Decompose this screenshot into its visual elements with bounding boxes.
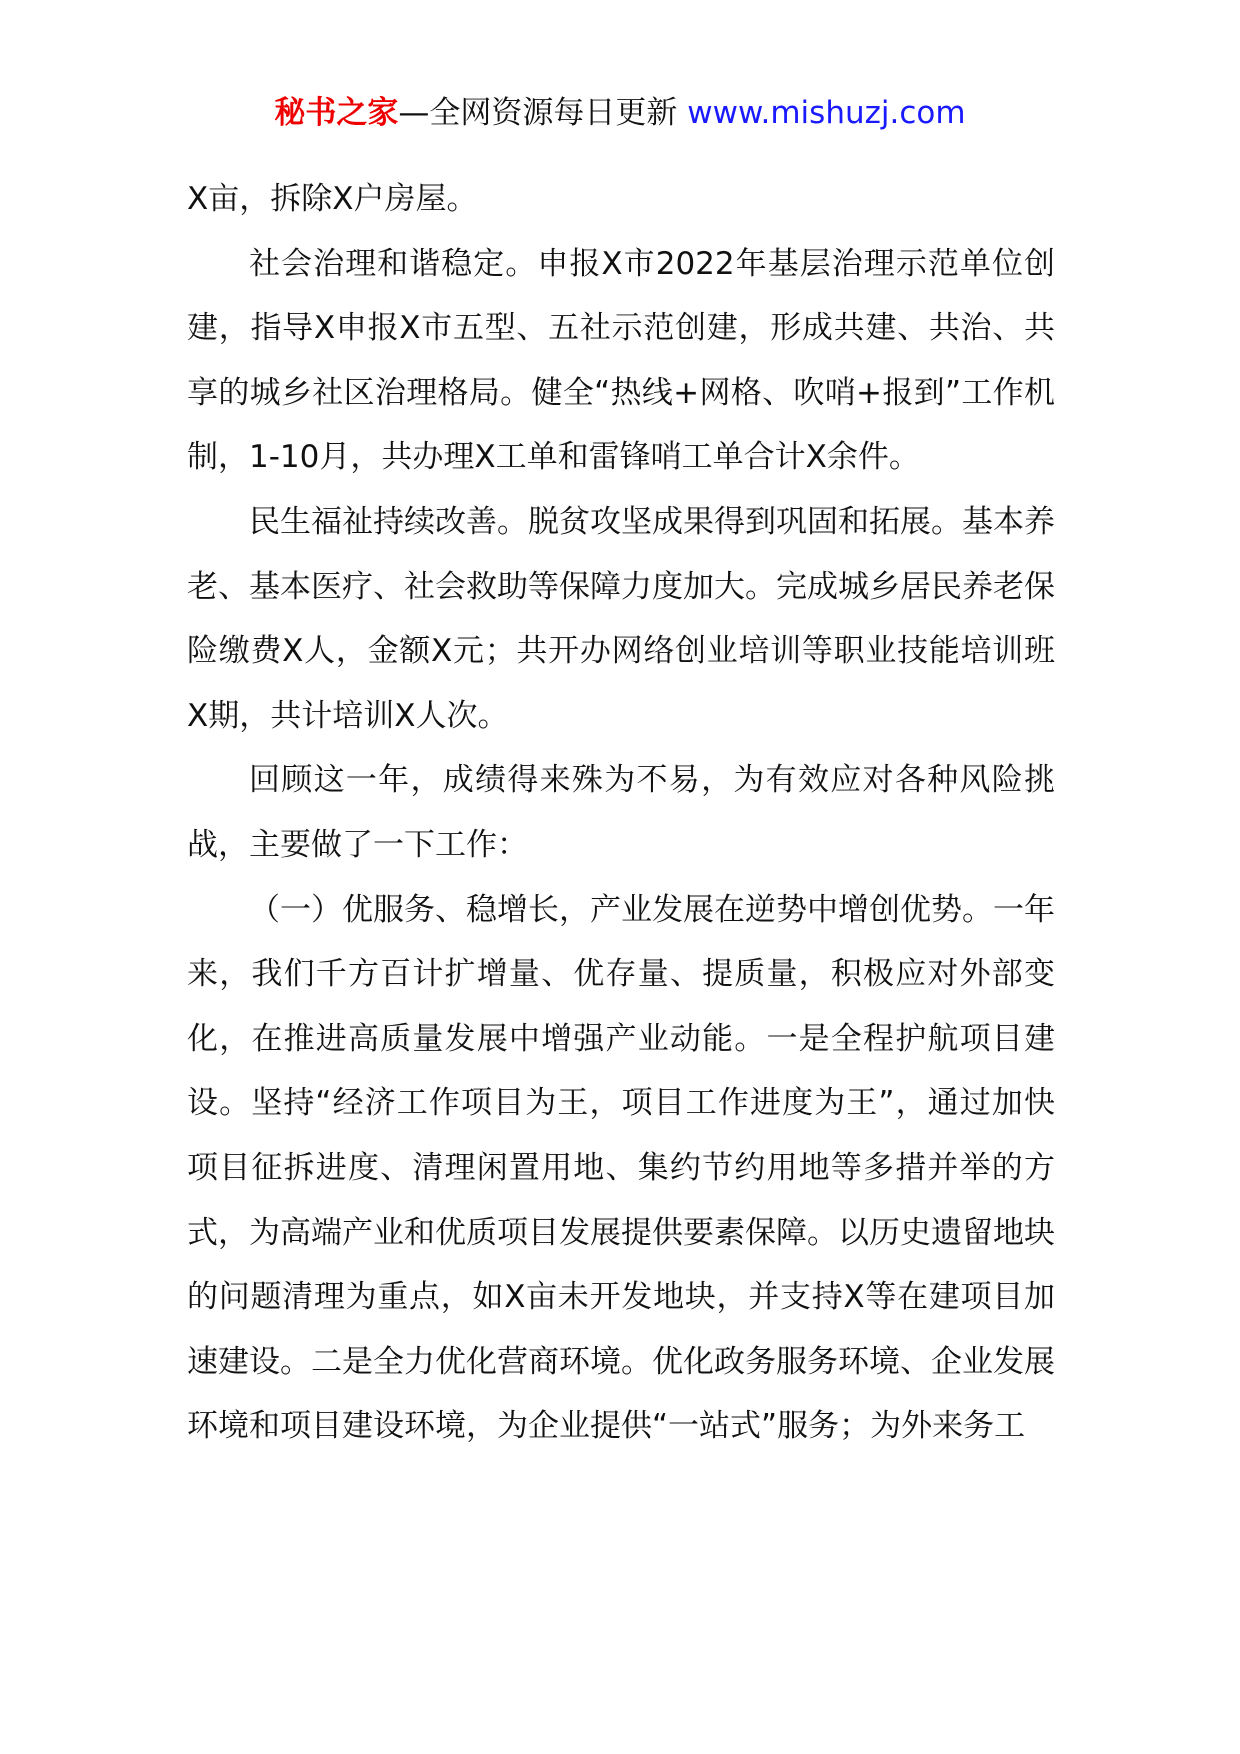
paragraph-section-one: （一）优服务、稳增长，产业发展在逆势中增创优势。一年来，我们千方百计扩增量、优存量、提质量，积极应对外部变化，在推进高质量发展中增强产业动能。一是全程护航项目建设。坚持“经济工作项目为王，项目工作进度为王”，通过加快项目征拆进度、清理闲置用地、集约节约用地等多措并举的方式，为高端产业和优质项目发展提供要素保障。以历史遗留地块的问题清理为重点，如X亩未开发地块，并支持X等在建项目加速建设。二是全力优化营商环境。优化政务服务环境、企业发展环境和项目建设环境，为企业提供“一站式”服务；为外来务工 <box>187 891 1055 1445</box>
site-name: 秘书之家 <box>274 95 399 131</box>
paragraph-social-governance: 社会治理和谐稳定。申报X市2022年基层治理示范单位创建，指导X申报X市五型、五社示范创建，形成共建、共治、共享的城乡社区治理格局。健全“热线+网格、吹哨+报到”工作机制，1-10月，共办理X工单和雷锋哨工单合计X余件。 <box>187 245 1055 476</box>
paragraph-continuation: X亩，拆除X户房屋。 <box>187 181 478 217</box>
document-body <box>187 167 1055 1567</box>
page-header <box>0 95 1240 131</box>
paragraph-review: 回顾这一年，成绩得来殊为不易，为有效应对各种风险挑战，主要做了一下工作： <box>187 762 1055 863</box>
site-url-link[interactable]: www.mishuzj.com <box>687 95 966 131</box>
paragraph-livelihood: 民生福祉持续改善。脱贫攻坚成果得到巩固和拓展。基本养老、基本医疗、社会救助等保障力度加大。完成城乡居民养老保险缴费X人，金额X元；共开办网络创业培训等职业技能培训班X期，共计培训X人次。 <box>187 503 1055 734</box>
site-tagline: —全网资源每日更新 <box>398 95 678 131</box>
